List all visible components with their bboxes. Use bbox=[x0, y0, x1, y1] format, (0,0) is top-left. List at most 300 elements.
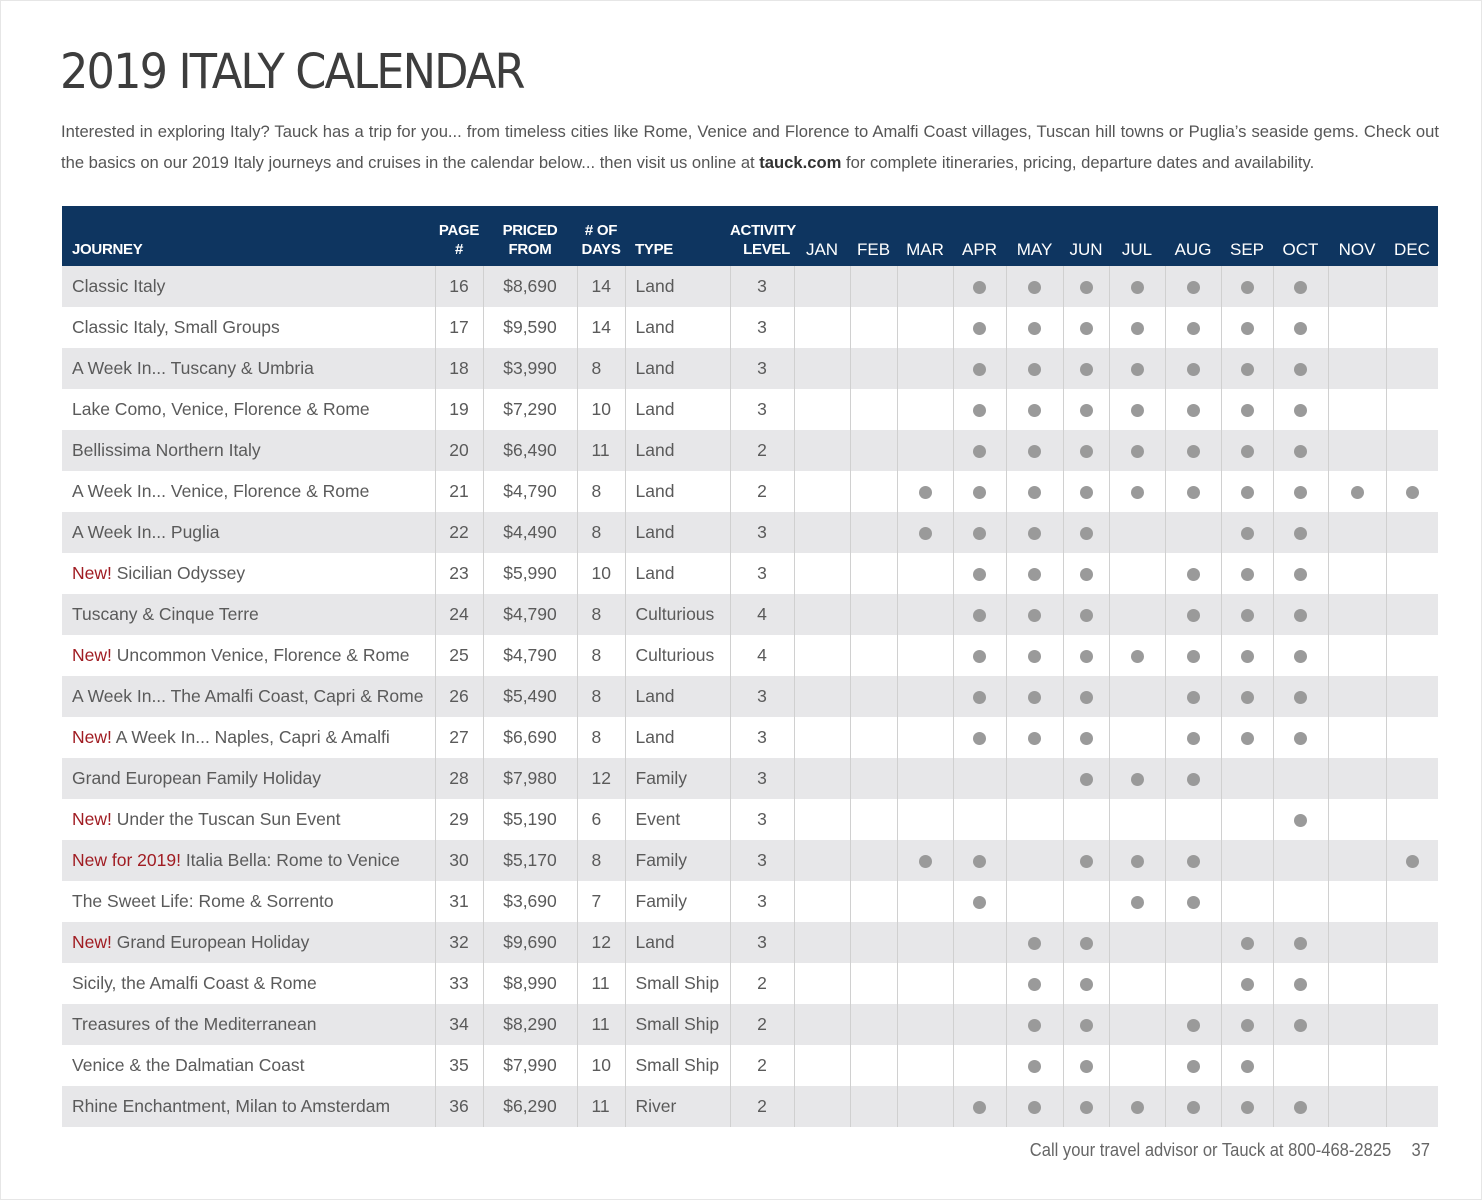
days-cell: 12 bbox=[577, 922, 625, 963]
month-cell bbox=[794, 635, 850, 676]
departure-dot bbox=[1028, 568, 1041, 581]
days-cell: 8 bbox=[577, 676, 625, 717]
month-cell bbox=[1006, 963, 1063, 1004]
month-cell bbox=[850, 471, 897, 512]
month-cell bbox=[1006, 594, 1063, 635]
month-cell bbox=[953, 307, 1006, 348]
month-cell bbox=[1328, 594, 1386, 635]
month-cell bbox=[1328, 553, 1386, 594]
month-cell bbox=[1006, 512, 1063, 553]
journey-name: A Week In... Venice, Florence & Rome bbox=[72, 481, 370, 501]
type-cell: Land bbox=[625, 471, 730, 512]
month-cell bbox=[1006, 348, 1063, 389]
type-cell: River bbox=[625, 1086, 730, 1127]
month-cell bbox=[1221, 676, 1273, 717]
journey-cell bbox=[62, 963, 435, 1004]
month-cell bbox=[1273, 307, 1328, 348]
departure-dot bbox=[973, 896, 986, 909]
header-month: MAY bbox=[1006, 206, 1063, 266]
month-cell bbox=[794, 922, 850, 963]
days-cell: 8 bbox=[577, 840, 625, 881]
page-cell: 20 bbox=[435, 430, 483, 471]
intro-text bbox=[61, 116, 1439, 178]
tauck-link[interactable]: tauck.com bbox=[759, 153, 842, 172]
departure-dot bbox=[1294, 937, 1307, 950]
month-cell bbox=[1221, 266, 1273, 307]
month-cell bbox=[1063, 922, 1109, 963]
month-cell bbox=[850, 1045, 897, 1086]
month-cell bbox=[1386, 1045, 1438, 1086]
activity-level-cell: 3 bbox=[730, 307, 794, 348]
month-cell bbox=[1221, 840, 1273, 881]
month-cell bbox=[1221, 512, 1273, 553]
departure-dot bbox=[1131, 322, 1144, 335]
days-cell: 7 bbox=[577, 881, 625, 922]
table-body bbox=[62, 266, 1438, 1127]
departure-dot bbox=[973, 732, 986, 745]
month-cell bbox=[1221, 594, 1273, 635]
departure-dot bbox=[1080, 1101, 1093, 1114]
month-cell bbox=[1273, 266, 1328, 307]
month-cell bbox=[953, 676, 1006, 717]
price-cell: $5,190 bbox=[483, 799, 577, 840]
departure-dot bbox=[1080, 691, 1093, 704]
type-cell: Land bbox=[625, 389, 730, 430]
month-cell bbox=[1006, 635, 1063, 676]
month-cell bbox=[1273, 553, 1328, 594]
departure-dot bbox=[1028, 732, 1041, 745]
journey-cell bbox=[62, 799, 435, 840]
month-cell bbox=[1328, 922, 1386, 963]
table-row bbox=[62, 512, 1438, 553]
price-cell: $4,790 bbox=[483, 594, 577, 635]
activity-level-cell: 3 bbox=[730, 348, 794, 389]
month-cell bbox=[794, 430, 850, 471]
month-cell bbox=[1221, 799, 1273, 840]
departure-dot bbox=[1294, 404, 1307, 417]
month-cell bbox=[850, 1086, 897, 1127]
activity-level-cell: 3 bbox=[730, 799, 794, 840]
price-cell: $8,690 bbox=[483, 266, 577, 307]
month-cell bbox=[1221, 1086, 1273, 1127]
new-label: New! bbox=[72, 932, 112, 952]
month-cell bbox=[897, 307, 953, 348]
month-cell bbox=[1165, 1045, 1221, 1086]
journey-name: A Week In... Naples, Capri & Amalfi bbox=[111, 727, 390, 747]
month-cell bbox=[1109, 430, 1165, 471]
activity-level-cell: 2 bbox=[730, 1086, 794, 1127]
month-cell bbox=[1221, 430, 1273, 471]
month-cell bbox=[1063, 553, 1109, 594]
month-cell bbox=[1165, 717, 1221, 758]
journey-name: Uncommon Venice, Florence & Rome bbox=[111, 645, 410, 665]
departure-dot bbox=[1187, 404, 1200, 417]
journey-cell bbox=[62, 553, 435, 594]
days-cell: 8 bbox=[577, 717, 625, 758]
departure-dot bbox=[1131, 486, 1144, 499]
departure-dot bbox=[1187, 691, 1200, 704]
journey-name: A Week In... The Amalfi Coast, Capri & Rome bbox=[72, 686, 424, 706]
journey-name: Classic Italy, Small Groups bbox=[72, 317, 280, 337]
month-cell bbox=[1328, 758, 1386, 799]
month-cell bbox=[1273, 799, 1328, 840]
month-cell bbox=[1063, 717, 1109, 758]
month-cell bbox=[1006, 553, 1063, 594]
month-cell bbox=[1165, 307, 1221, 348]
month-cell bbox=[897, 389, 953, 430]
departure-dot bbox=[1294, 527, 1307, 540]
month-cell bbox=[1063, 471, 1109, 512]
month-cell bbox=[1221, 389, 1273, 430]
page-cell: 17 bbox=[435, 307, 483, 348]
month-cell bbox=[1328, 1004, 1386, 1045]
month-cell bbox=[1165, 389, 1221, 430]
departure-dot bbox=[1241, 568, 1254, 581]
intro-line-2-end: for complete itineraries, pricing, departure dates and availability. bbox=[841, 153, 1315, 172]
page-cell: 27 bbox=[435, 717, 483, 758]
table-row bbox=[62, 799, 1438, 840]
table-row bbox=[62, 471, 1438, 512]
activity-level-cell: 4 bbox=[730, 635, 794, 676]
month-cell bbox=[1165, 922, 1221, 963]
month-cell bbox=[1063, 512, 1109, 553]
journey-name: Italia Bella: Rome to Venice bbox=[180, 850, 400, 870]
month-cell bbox=[1063, 1086, 1109, 1127]
month-cell bbox=[1006, 1004, 1063, 1045]
month-cell bbox=[1109, 389, 1165, 430]
journey-cell bbox=[62, 676, 435, 717]
activity-level-cell: 3 bbox=[730, 512, 794, 553]
journey-name: Classic Italy bbox=[72, 276, 166, 296]
new-label: New for 2019! bbox=[72, 850, 181, 870]
new-label: New! bbox=[72, 563, 112, 583]
month-cell bbox=[794, 471, 850, 512]
departure-dot bbox=[1187, 568, 1200, 581]
type-cell: Family bbox=[625, 840, 730, 881]
departure-dot bbox=[1131, 281, 1144, 294]
month-cell bbox=[1273, 594, 1328, 635]
footer-contact: Call your travel advisor or Tauck at 800-468-2825 bbox=[1029, 1140, 1392, 1160]
month-cell bbox=[897, 1045, 953, 1086]
month-cell bbox=[1109, 676, 1165, 717]
month-cell bbox=[953, 266, 1006, 307]
month-cell bbox=[953, 635, 1006, 676]
departure-dot bbox=[1028, 937, 1041, 950]
table-row bbox=[62, 635, 1438, 676]
month-cell bbox=[850, 594, 897, 635]
month-cell bbox=[794, 799, 850, 840]
month-cell bbox=[1328, 266, 1386, 307]
month-cell bbox=[1165, 553, 1221, 594]
month-cell bbox=[1109, 635, 1165, 676]
table-row bbox=[62, 307, 1438, 348]
departure-dot bbox=[1187, 855, 1200, 868]
departure-dot bbox=[1080, 568, 1093, 581]
table-row bbox=[62, 1086, 1438, 1127]
departure-dot bbox=[1241, 732, 1254, 745]
month-cell bbox=[953, 594, 1006, 635]
departure-dot bbox=[1080, 1060, 1093, 1073]
departure-dot bbox=[1080, 937, 1093, 950]
departure-dot bbox=[1080, 486, 1093, 499]
type-cell: Culturious bbox=[625, 635, 730, 676]
days-cell: 11 bbox=[577, 430, 625, 471]
activity-level-cell: 3 bbox=[730, 266, 794, 307]
month-cell bbox=[850, 676, 897, 717]
departure-dot bbox=[1080, 322, 1093, 335]
departure-dot bbox=[1294, 978, 1307, 991]
departure-dot bbox=[1241, 1101, 1254, 1114]
departure-dot bbox=[1187, 445, 1200, 458]
departure-dot bbox=[1241, 486, 1254, 499]
journey-cell bbox=[62, 307, 435, 348]
new-label: New! bbox=[72, 645, 112, 665]
activity-level-cell: 4 bbox=[730, 594, 794, 635]
month-cell bbox=[1221, 348, 1273, 389]
type-cell: Land bbox=[625, 922, 730, 963]
new-label: New! bbox=[72, 727, 112, 747]
page-cell: 28 bbox=[435, 758, 483, 799]
table-row bbox=[62, 922, 1438, 963]
departure-dot bbox=[1241, 650, 1254, 663]
footer bbox=[1030, 1140, 1430, 1161]
activity-level-cell: 2 bbox=[730, 471, 794, 512]
month-cell bbox=[953, 717, 1006, 758]
departure-dot bbox=[919, 527, 932, 540]
month-cell bbox=[1328, 307, 1386, 348]
month-cell bbox=[897, 348, 953, 389]
month-cell bbox=[1109, 553, 1165, 594]
month-cell bbox=[1328, 799, 1386, 840]
departure-dot bbox=[1028, 650, 1041, 663]
days-cell: 8 bbox=[577, 348, 625, 389]
departure-dot bbox=[973, 568, 986, 581]
month-cell bbox=[850, 512, 897, 553]
month-cell bbox=[1109, 1045, 1165, 1086]
month-cell bbox=[1109, 758, 1165, 799]
month-cell bbox=[953, 389, 1006, 430]
month-cell bbox=[953, 471, 1006, 512]
month-cell bbox=[1273, 471, 1328, 512]
month-cell bbox=[897, 922, 953, 963]
month-cell bbox=[794, 1004, 850, 1045]
price-cell: $8,290 bbox=[483, 1004, 577, 1045]
month-cell bbox=[1273, 676, 1328, 717]
month-cell bbox=[1273, 881, 1328, 922]
journey-cell bbox=[62, 881, 435, 922]
journey-cell bbox=[62, 758, 435, 799]
departure-dot bbox=[1080, 732, 1093, 745]
month-cell bbox=[1386, 553, 1438, 594]
month-cell bbox=[897, 717, 953, 758]
month-cell bbox=[1006, 676, 1063, 717]
month-cell bbox=[794, 512, 850, 553]
month-cell bbox=[1109, 307, 1165, 348]
month-cell bbox=[897, 881, 953, 922]
journey-cell bbox=[62, 430, 435, 471]
month-cell bbox=[1063, 266, 1109, 307]
days-cell: 11 bbox=[577, 963, 625, 1004]
month-cell bbox=[794, 553, 850, 594]
price-cell: $6,290 bbox=[483, 1086, 577, 1127]
month-cell bbox=[1273, 717, 1328, 758]
month-cell bbox=[1386, 1004, 1438, 1045]
month-cell bbox=[953, 758, 1006, 799]
month-cell bbox=[1109, 717, 1165, 758]
header-month: OCT bbox=[1273, 206, 1328, 266]
departure-dot bbox=[1028, 281, 1041, 294]
journey-cell bbox=[62, 717, 435, 758]
price-cell: $9,590 bbox=[483, 307, 577, 348]
month-cell bbox=[1006, 430, 1063, 471]
days-cell: 14 bbox=[577, 266, 625, 307]
month-cell bbox=[1221, 963, 1273, 1004]
month-cell bbox=[1006, 717, 1063, 758]
activity-level-cell: 3 bbox=[730, 717, 794, 758]
activity-level-cell: 2 bbox=[730, 963, 794, 1004]
journey-name: Grand European Holiday bbox=[111, 932, 310, 952]
month-cell bbox=[897, 635, 953, 676]
departure-dot bbox=[1028, 1019, 1041, 1032]
month-cell bbox=[953, 1086, 1006, 1127]
month-cell bbox=[1165, 758, 1221, 799]
header-activity: ACTIVITY LEVEL bbox=[730, 206, 794, 266]
price-cell: $3,690 bbox=[483, 881, 577, 922]
month-cell bbox=[953, 881, 1006, 922]
journey-name: A Week In... Puglia bbox=[72, 522, 220, 542]
month-cell bbox=[1063, 1045, 1109, 1086]
month-cell bbox=[850, 553, 897, 594]
month-cell bbox=[1109, 594, 1165, 635]
month-cell bbox=[794, 1045, 850, 1086]
journey-name: Under the Tuscan Sun Event bbox=[111, 809, 341, 829]
departure-dot bbox=[1351, 486, 1364, 499]
month-cell bbox=[1386, 676, 1438, 717]
type-cell: Land bbox=[625, 553, 730, 594]
departure-dot bbox=[1028, 691, 1041, 704]
header-month: AUG bbox=[1165, 206, 1221, 266]
departure-dot bbox=[1187, 896, 1200, 909]
activity-level-cell: 3 bbox=[730, 758, 794, 799]
type-cell: Land bbox=[625, 717, 730, 758]
days-cell: 10 bbox=[577, 1045, 625, 1086]
page-title: 2019 ITALY CALENDAR bbox=[60, 44, 524, 100]
journey-cell bbox=[62, 840, 435, 881]
type-cell: Land bbox=[625, 676, 730, 717]
month-cell bbox=[1386, 881, 1438, 922]
type-cell: Land bbox=[625, 266, 730, 307]
month-cell bbox=[794, 266, 850, 307]
month-cell bbox=[794, 717, 850, 758]
price-cell: $8,990 bbox=[483, 963, 577, 1004]
departure-dot bbox=[1187, 486, 1200, 499]
days-cell: 12 bbox=[577, 758, 625, 799]
journey-name: Sicily, the Amalfi Coast & Rome bbox=[72, 973, 317, 993]
month-cell bbox=[1273, 635, 1328, 676]
month-cell bbox=[1328, 963, 1386, 1004]
month-cell bbox=[794, 676, 850, 717]
month-cell bbox=[1165, 799, 1221, 840]
month-cell bbox=[1328, 717, 1386, 758]
month-cell bbox=[953, 922, 1006, 963]
departure-dot bbox=[1131, 650, 1144, 663]
month-cell bbox=[1273, 1004, 1328, 1045]
month-cell bbox=[1006, 266, 1063, 307]
type-cell: Small Ship bbox=[625, 963, 730, 1004]
journey-cell bbox=[62, 594, 435, 635]
month-cell bbox=[850, 840, 897, 881]
journey-name: Tuscany & Cinque Terre bbox=[72, 604, 259, 624]
month-cell bbox=[1006, 1045, 1063, 1086]
month-cell bbox=[1165, 1004, 1221, 1045]
table-row bbox=[62, 389, 1438, 430]
price-cell: $4,490 bbox=[483, 512, 577, 553]
month-cell bbox=[897, 1004, 953, 1045]
departure-dot bbox=[1294, 650, 1307, 663]
month-cell bbox=[1165, 430, 1221, 471]
activity-level-cell: 3 bbox=[730, 922, 794, 963]
departure-dot bbox=[973, 691, 986, 704]
activity-level-cell: 2 bbox=[730, 430, 794, 471]
activity-level-cell: 3 bbox=[730, 389, 794, 430]
month-cell bbox=[1328, 840, 1386, 881]
journey-name: Lake Como, Venice, Florence & Rome bbox=[72, 399, 370, 419]
departure-dot bbox=[973, 281, 986, 294]
departure-dot bbox=[973, 650, 986, 663]
month-cell bbox=[953, 1004, 1006, 1045]
header-month: JUL bbox=[1109, 206, 1165, 266]
departure-dot bbox=[1241, 1019, 1254, 1032]
month-cell bbox=[1165, 881, 1221, 922]
month-cell bbox=[1006, 307, 1063, 348]
month-cell bbox=[1386, 1086, 1438, 1127]
price-cell: $3,990 bbox=[483, 348, 577, 389]
month-cell bbox=[1006, 1086, 1063, 1127]
departure-dot bbox=[1294, 568, 1307, 581]
departure-dot bbox=[1241, 322, 1254, 335]
month-cell bbox=[1221, 1004, 1273, 1045]
price-cell: $7,980 bbox=[483, 758, 577, 799]
month-cell bbox=[1328, 512, 1386, 553]
departure-dot bbox=[1131, 445, 1144, 458]
month-cell bbox=[1386, 266, 1438, 307]
journey-cell bbox=[62, 471, 435, 512]
month-cell bbox=[1063, 594, 1109, 635]
departure-dot bbox=[973, 527, 986, 540]
month-cell bbox=[1386, 922, 1438, 963]
table-row bbox=[62, 594, 1438, 635]
month-cell bbox=[1273, 758, 1328, 799]
departure-dot bbox=[1028, 609, 1041, 622]
days-cell: 8 bbox=[577, 512, 625, 553]
month-cell bbox=[1109, 922, 1165, 963]
journey-cell bbox=[62, 635, 435, 676]
month-cell bbox=[850, 348, 897, 389]
journey-cell bbox=[62, 1086, 435, 1127]
departure-dot bbox=[1294, 691, 1307, 704]
month-cell bbox=[953, 799, 1006, 840]
table-row bbox=[62, 840, 1438, 881]
price-cell: $4,790 bbox=[483, 635, 577, 676]
price-cell: $7,290 bbox=[483, 389, 577, 430]
month-cell bbox=[1063, 799, 1109, 840]
month-cell bbox=[1273, 1045, 1328, 1086]
month-cell bbox=[1221, 553, 1273, 594]
month-cell bbox=[953, 430, 1006, 471]
month-cell bbox=[1386, 635, 1438, 676]
month-cell bbox=[1109, 799, 1165, 840]
journey-cell bbox=[62, 1004, 435, 1045]
